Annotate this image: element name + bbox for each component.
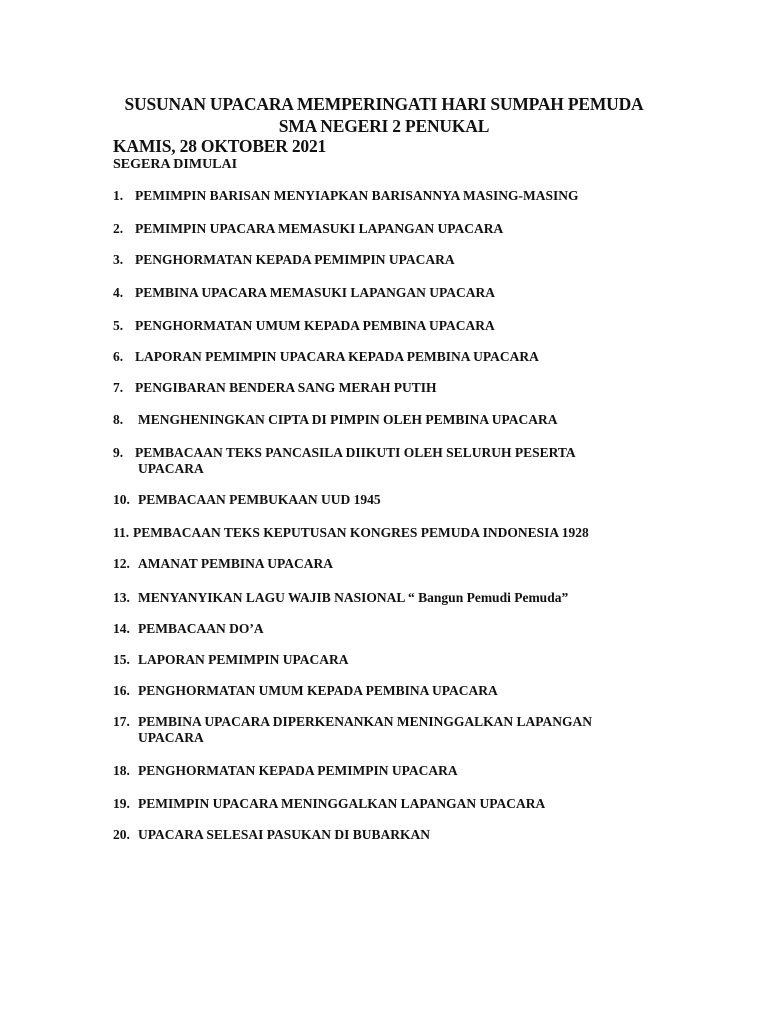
item-number: 6. — [113, 349, 124, 364]
item-text: PEMIMPIN UPACARA MENINGGALKAN LAPANGAN UPACARA — [138, 796, 546, 811]
item-number: 5. — [113, 318, 124, 333]
item-number: 14. — [113, 621, 130, 636]
item-number: 13. — [113, 590, 130, 605]
item-text: PENGHORMATAN KEPADA PEMIMPIN UPACARA — [135, 252, 455, 267]
document-title: SUSUNAN UPACARA MEMPERINGATI HARI SUMPAH PEMUDA — [124, 94, 644, 114]
school-name: SMA NEGERI 2 PENUKAL — [278, 116, 490, 136]
item-text: MENGHENINGKAN CIPTA DI PIMPIN OLEH PEMBINA UPACARA — [138, 412, 558, 427]
item-number: 20. — [113, 827, 130, 842]
item-number: 2. — [113, 221, 124, 236]
item-text: PEMBINA UPACARA MEMASUKI LAPANGAN UPACARA — [135, 285, 495, 300]
item-text: PENGHORMATAN UMUM KEPADA PEMBINA UPACARA — [135, 318, 495, 333]
item-text: PENGHORMATAN UMUM KEPADA PEMBINA UPACARA — [138, 683, 498, 698]
item-text: LAPORAN PEMIMPIN UPACARA — [138, 652, 349, 667]
item-text-continuation: UPACARA — [138, 461, 204, 476]
item-text: PEMBACAAN TEKS KEPUTUSAN KONGRES PEMUDA INDONESIA 1928 — [133, 525, 589, 540]
event-date: KAMIS, 28 OKTOBER 2021 — [113, 136, 327, 156]
item-number: 1. — [113, 188, 124, 203]
status-text: SEGERA DIMULAI — [113, 157, 238, 172]
item-number: 4. — [113, 285, 124, 300]
item-text: PEMBACAAN TEKS PANCASILA DIIKUTI OLEH SELURUH PESERTA — [135, 445, 576, 460]
item-number: 9. — [113, 445, 124, 460]
item-text: PEMIMPIN UPACARA MEMASUKI LAPANGAN UPACARA — [135, 221, 504, 236]
item-number: 12. — [113, 556, 130, 571]
item-number: 15. — [113, 652, 130, 667]
item-number: 16. — [113, 683, 130, 698]
item-text: MENYANYIKAN LAGU WAJIB NASIONAL “ Bangun Pemudi Pemuda” — [138, 590, 569, 605]
item-number: 10. — [113, 492, 130, 507]
item-text: PEMBACAAN DO’A — [138, 621, 264, 636]
item-number: 19. — [113, 796, 130, 811]
item-text: UPACARA SELESAI PASUKAN DI BUBARKAN — [138, 827, 431, 842]
item-text: PEMBINA UPACARA DIPERKENANKAN MENINGGALKAN LAPANGAN — [138, 714, 593, 729]
item-text: PEMIMPIN BARISAN MENYIAPKAN BARISANNYA MASING-MASING — [135, 188, 579, 203]
item-number: 8. — [113, 412, 124, 427]
item-number: 18. — [113, 763, 130, 778]
item-number: 7. — [113, 380, 124, 395]
item-text: PEMBACAAN PEMBUKAAN UUD 1945 — [138, 492, 381, 507]
item-text: PENGHORMATAN KEPADA PEMIMPIN UPACARA — [138, 763, 458, 778]
item-number: 3. — [113, 252, 124, 267]
item-text: LAPORAN PEMIMPIN UPACARA KEPADA PEMBINA UPACARA — [135, 349, 539, 364]
item-number: 11. — [113, 525, 130, 540]
item-number: 17. — [113, 714, 130, 729]
item-text: AMANAT PEMBINA UPACARA — [138, 556, 333, 571]
item-text: PENGIBARAN BENDERA SANG MERAH PUTIH — [135, 380, 437, 395]
item-text-continuation: UPACARA — [138, 730, 204, 745]
